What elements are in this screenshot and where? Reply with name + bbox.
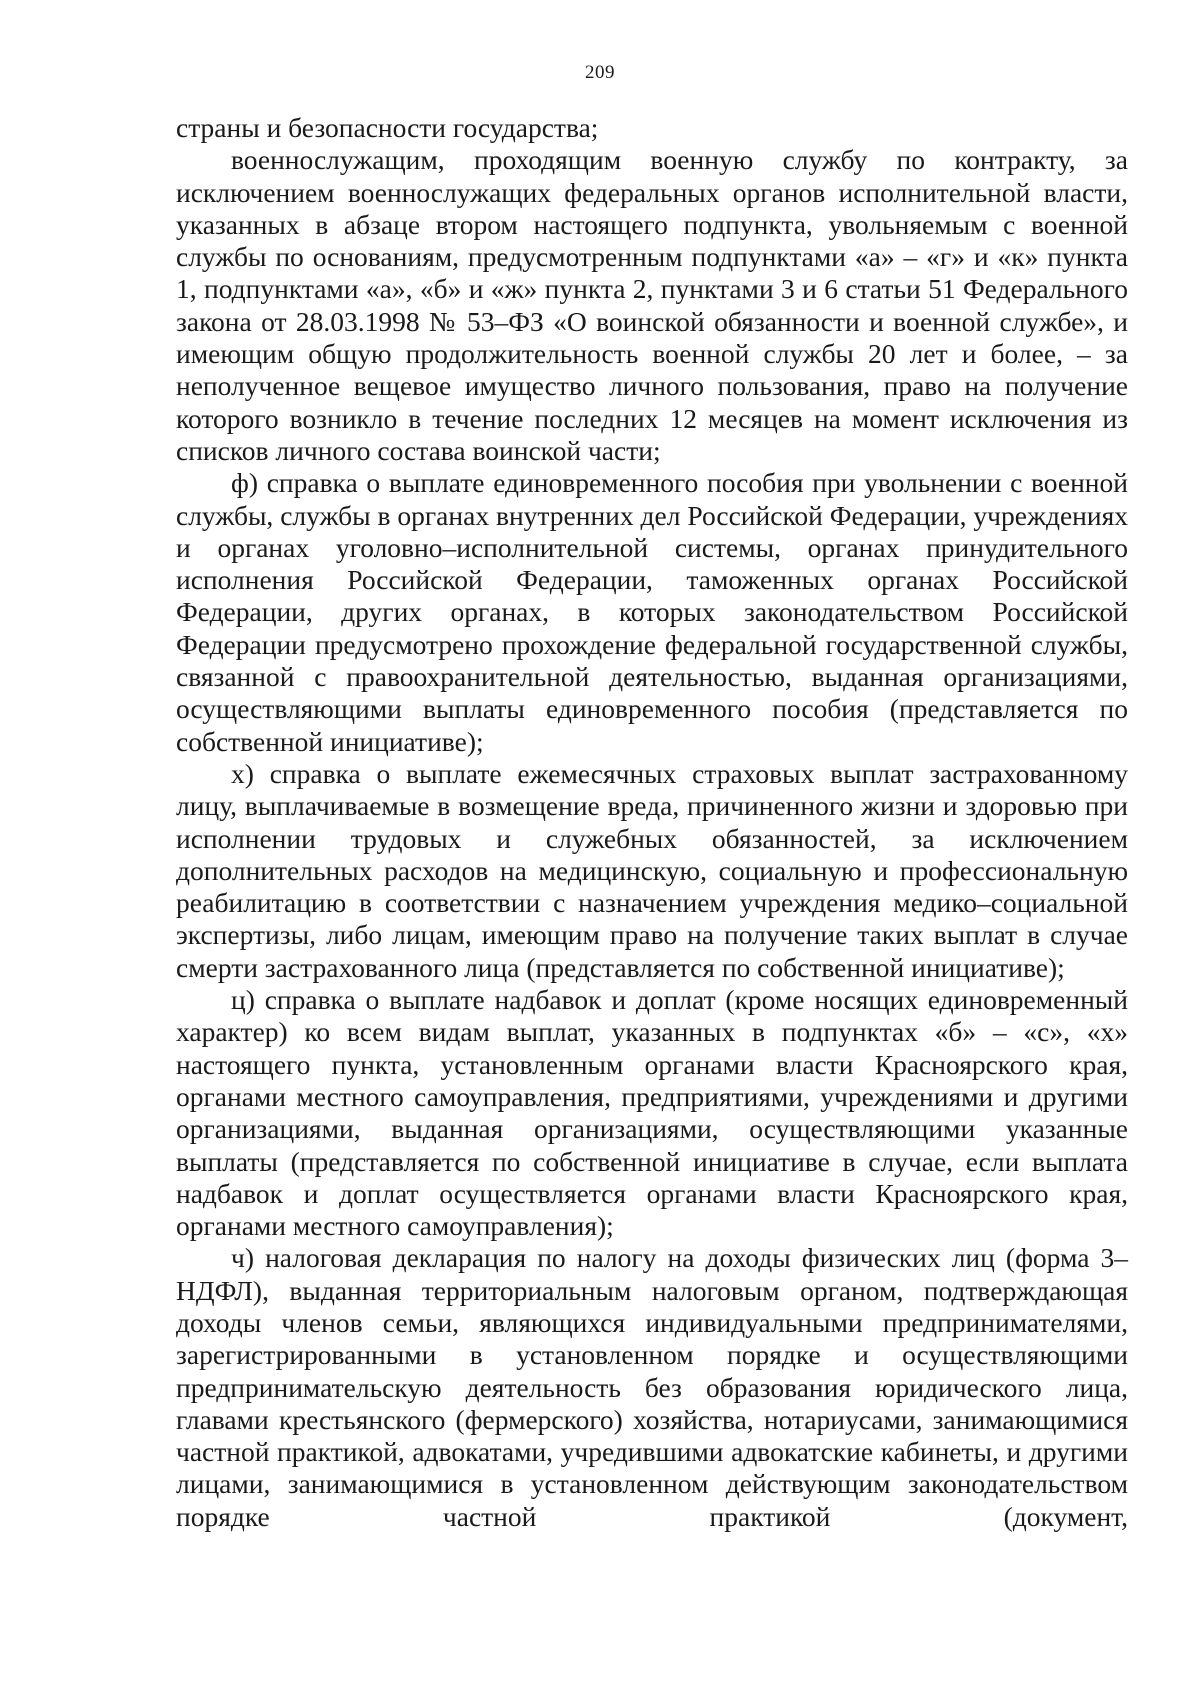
document-body [176,112,1128,1533]
paragraph-continuation: страны и безопасности государства; [176,112,599,143]
paragraph-item-ts: ц) справка о выплате надбавок и доплат (кроме носящих единовременный характер) ко всем видам выплат, указанных в подпунктах «б» – «с», «х» настоящего пункта, установленным органами власти Красноярского края, органами местного самоуправления, предприятиями, учреждениями и другими организациями, выданная организациями, осуществляющими указанные выплаты (представляется по собственной инициативе в случае, если выплата надбавок и доплат осуществляется органами власти Красноярского края, органами местного самоуправления); [176,984,1128,1242]
paragraph-item-f: ф) справка о выплате единовременного пособия при увольнении с военной службы, службы в органах внутренних дел Российской Федерации, учреждениях и органах уголовно–исполнительной системы, органах принудительного исполнения Российской Федерации, таможенных органах Российской Федерации, других органах, в которых законодательством Российской Федерации предусмотрено прохождение федеральной государственной службы, связанной с правоохранительной деятельностью, выданная организациями, осуществляющими выплаты единовременного пособия (представляется по собственной инициативе); [176,467,1128,757]
page-number: 209 [585,62,615,83]
paragraph-servicemen: военнослужащим, проходящим военную службу по контракту, за исключением военнослужащих федеральных органов исполнительной власти, указанных в абзаце втором настоящего подпункта, увольняемым с военной службы по основаниям, предусмотренным подпунктами «а» – «г» и «к» пункта 1, подпунктами «а», «б» и «ж» пункта 2, пунктами 3 и 6 статьи 51 Федерального закона от 28.03.1998 № 53–ФЗ «О воинской обязанности и военной службе», и имеющим общую продолжительность военной службы 20 лет и более, – за неполученное вещевое имущество личного пользования, право на получение которого возникло в течение последних 12 месяцев на момент исключения из списков личного состава воинской части; [176,144,1128,466]
paragraph-item-ch: ч) налоговая декларация по налогу на доходы физических лиц (форма 3–НДФЛ), выданная территориальным налоговым органом, подтверждающая доходы членов семьи, являющихся индивидуальными предпринимателями, зарегистрированными в установленном порядке и осуществляющими предпринимательскую деятельность без образования юридического лица, главами крестьянского (фермерского) хозяйства, нотариусами, занимающимися частной практикой, адвокатами, учредившими адвокатские кабинеты, и другими лицами, занимающимися в установленном действующим законодательством порядке частной практикой (документ, [176,1242,1128,1532]
paragraph-item-kh: х) справка о выплате ежемесячных страховых выплат застрахованному лицу, выплачиваемые в возмещение вреда, причиненного жизни и здоровью при исполнении трудовых и служебных обязанностей, за исключением дополнительных расходов на медицинскую, социальную и профессиональную реабилитацию в соответствии с назначением учреждения медико–социальной экспертизы, либо лицам, имеющим право на получение таких выплат в случае смерти застрахованного лица (представляется по собственной инициативе); [176,757,1128,983]
